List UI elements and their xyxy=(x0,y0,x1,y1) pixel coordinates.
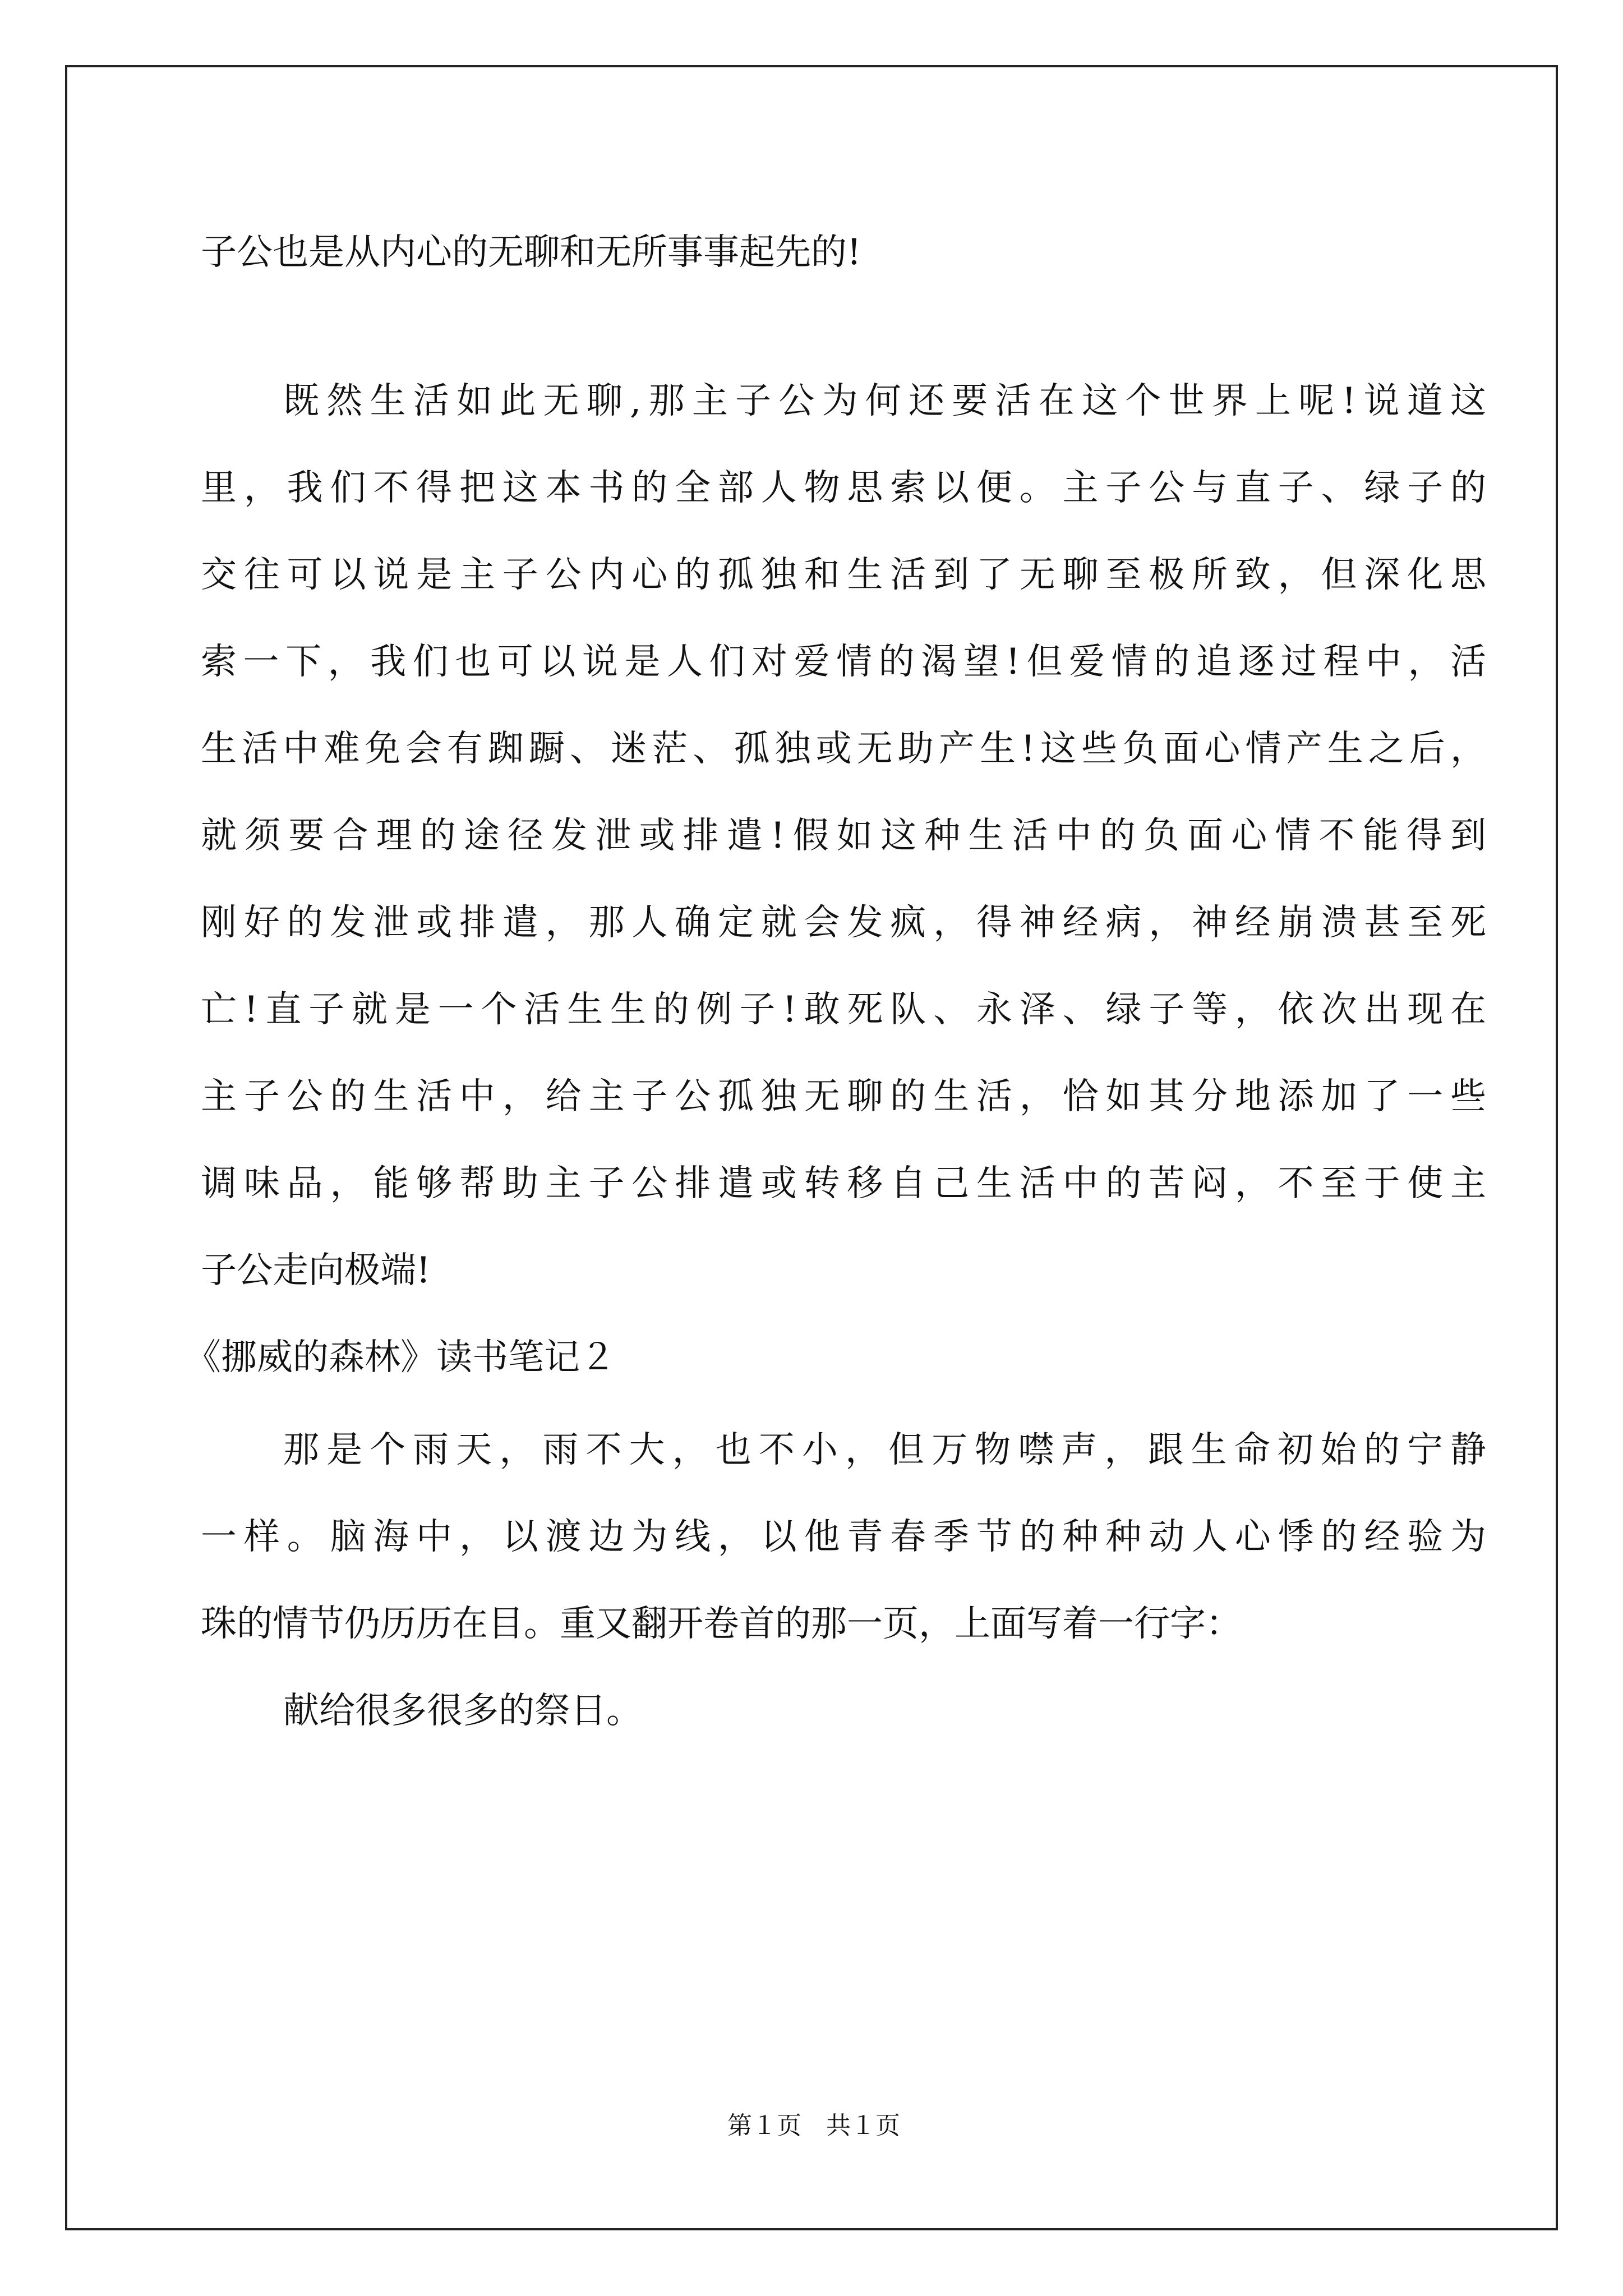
paragraph-line-1: 子公也是从内心的无聊和无所事事起先的! xyxy=(201,232,861,273)
paragraph-line-16: 献给很多很多的祭日。 xyxy=(283,1690,642,1732)
section-heading: 《挪威的森林》读书笔记２ xyxy=(185,1337,616,1378)
paragraph-line-2: 既然生活如此无聊,那主子公为何还要活在这个世界上呢!说道这 xyxy=(283,380,1486,422)
paragraph-line-15: 珠的情节仍历历在目。重又翻开卷首的那一页，上面写着一行字： xyxy=(201,1603,1242,1645)
paragraph-line-7: 就须要合理的途径发泄或排遣!假如这种生活中的负面心情不能得到 xyxy=(201,815,1486,857)
paragraph-line-6: 生活中难免会有踟蹰、迷茫、孤独或无助产生!这些负面心情产生之后， xyxy=(201,728,1486,770)
paragraph-line-4: 交往可以说是主子公内心的孤独和生活到了无聊至极所致，但深化思 xyxy=(201,554,1486,596)
paragraph-line-3: 里，我们不得把这本书的全部人物思索以便。主子公与直子、绿子的 xyxy=(201,467,1486,509)
paragraph-line-12: 子公走向极端! xyxy=(201,1250,431,1291)
page-footer: 第１页 共１页 xyxy=(727,2111,900,2140)
paragraph-line-8: 刚好的发泄或排遣，那人确定就会发疯，得神经病，神经崩溃甚至死 xyxy=(201,902,1486,944)
paragraph-line-13: 那是个雨天，雨不大，也不小，但万物噤声，跟生命初始的宁静 xyxy=(283,1429,1486,1471)
paragraph-line-5: 索一下，我们也可以说是人们对爱情的渴望!但爱情的追逐过程中，活 xyxy=(201,641,1486,683)
paragraph-line-11: 调味品，能够帮助主子公排遣或转移自己生活中的苦闷，不至于使主 xyxy=(201,1163,1486,1204)
paragraph-line-10: 主子公的生活中，给主子公孤独无聊的生活，恰如其分地添加了一些 xyxy=(201,1076,1486,1117)
paragraph-line-9: 亡!直子就是一个活生生的例子!敢死队、永泽、绿子等，依次出现在 xyxy=(201,989,1486,1030)
page-frame xyxy=(65,65,1558,2230)
paragraph-line-14: 一样。脑海中，以渡边为线，以他青春季节的种种动人心悸的经验为 xyxy=(201,1516,1486,1558)
